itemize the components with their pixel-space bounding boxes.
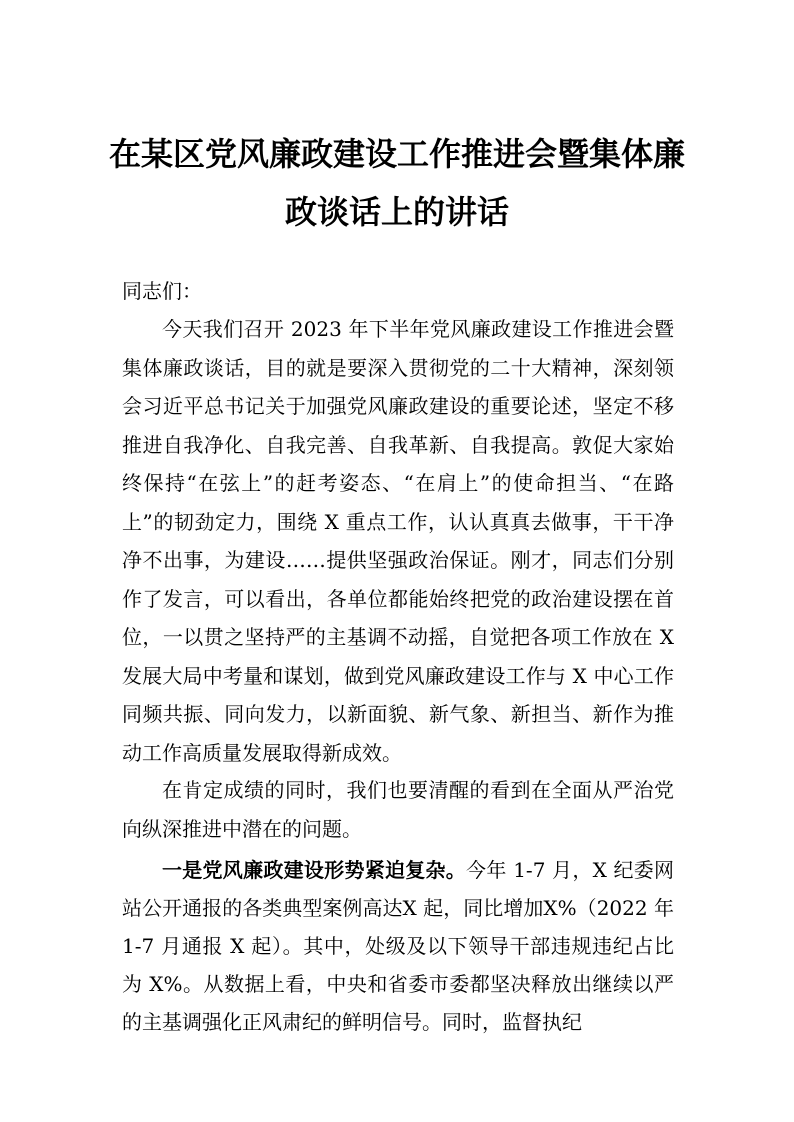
document-title-line-2: 政谈话上的讲话 xyxy=(284,193,509,231)
paragraph-opening: 今天我们召开 2023 年下半年党风廉政建设工作推进会暨集体廉政谈话，目的就是要深入贯彻党的二十大精神，深刻领会习近平总书记关于加强党风廉政建设的重要论述，坚定不移推进自我净化、自我完善、自我革新、自我提高。敦促大家始终保持“在弦上”的赶考姿态、“在肩上”的使命担当、“在路上”的韧劲定力，围绕 X 重点工作，认认真真去做事，干干净净不出事，为建设……提供坚强政治保证。刚才，同志们分别作了发言，可以看出，各单位都能始终把党的政治建设摆在首位，一以贯之坚持严的主基调不动摇，自觉把各项工作放在 X 发展大局中考量和谋划，做到党风廉政建设工作与 X 中心工作同频共振、同向发力，以新面貌、新气象、新担当、新作为推动工作高质量发展取得新成效。 xyxy=(122,317,674,765)
document-title-line-1: 在某区党风廉政建设工作推进会暨集体廉 xyxy=(108,135,685,173)
paragraph-point-one xyxy=(122,851,674,1041)
paragraph-problems-intro: 在肯定成绩的同时，我们也要清醒的看到在全面从严治党向纵深推进中潜在的问题。 xyxy=(122,778,674,841)
salutation: 同志们： xyxy=(122,279,202,303)
point-one-body: 今年 1-7 月，X 纪委网站公开通报的各类典型案例高达X 起，同比增加X%（2022 年 1-7 月通报 X 起）。其中，处级及以下领导干部违规违纪占比为 X%。从数据上看，中央和省委市委都坚决释放出继续以严的主基调强化正风肃纪的鲜明信号。同时，监督执纪 xyxy=(122,858,674,1034)
point-one-heading: 一是党风廉政建设形势紧迫复杂。 xyxy=(162,858,467,882)
